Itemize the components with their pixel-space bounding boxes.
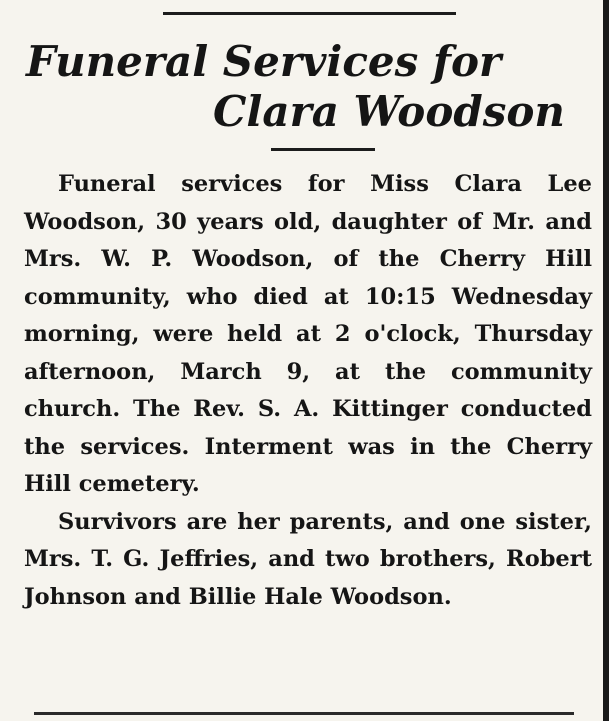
headline-line-1: Funeral Services for (26, 37, 502, 86)
top-rule (163, 12, 456, 15)
headline-divider (271, 148, 375, 151)
headline (0, 36, 603, 146)
headline-line-2: Clara Woodson (213, 87, 565, 136)
paragraph-funeral-details: Funeral services for Miss Clara Lee Woodson, 30 years old, daughter of Mr. and Mrs. W. P. Woodson, of the Cherry Hill community, who died at 10:15 Wednesday morning, were held at 2 o'clock, Thursday afternoon, March 9, at the community church. The Rev. S. A. Kittinger conducted the services. Interment was in the Cherry Hill cemetery. (24, 171, 592, 497)
column-border (603, 0, 609, 721)
article-body (24, 166, 592, 616)
bottom-rule (34, 712, 574, 715)
paragraph-survivors: Survivors are her parents, and one sister, Mrs. T. G. Jeffries, and two brothers, Robert Johnson and Billie Hale Woodson. (24, 508, 592, 610)
